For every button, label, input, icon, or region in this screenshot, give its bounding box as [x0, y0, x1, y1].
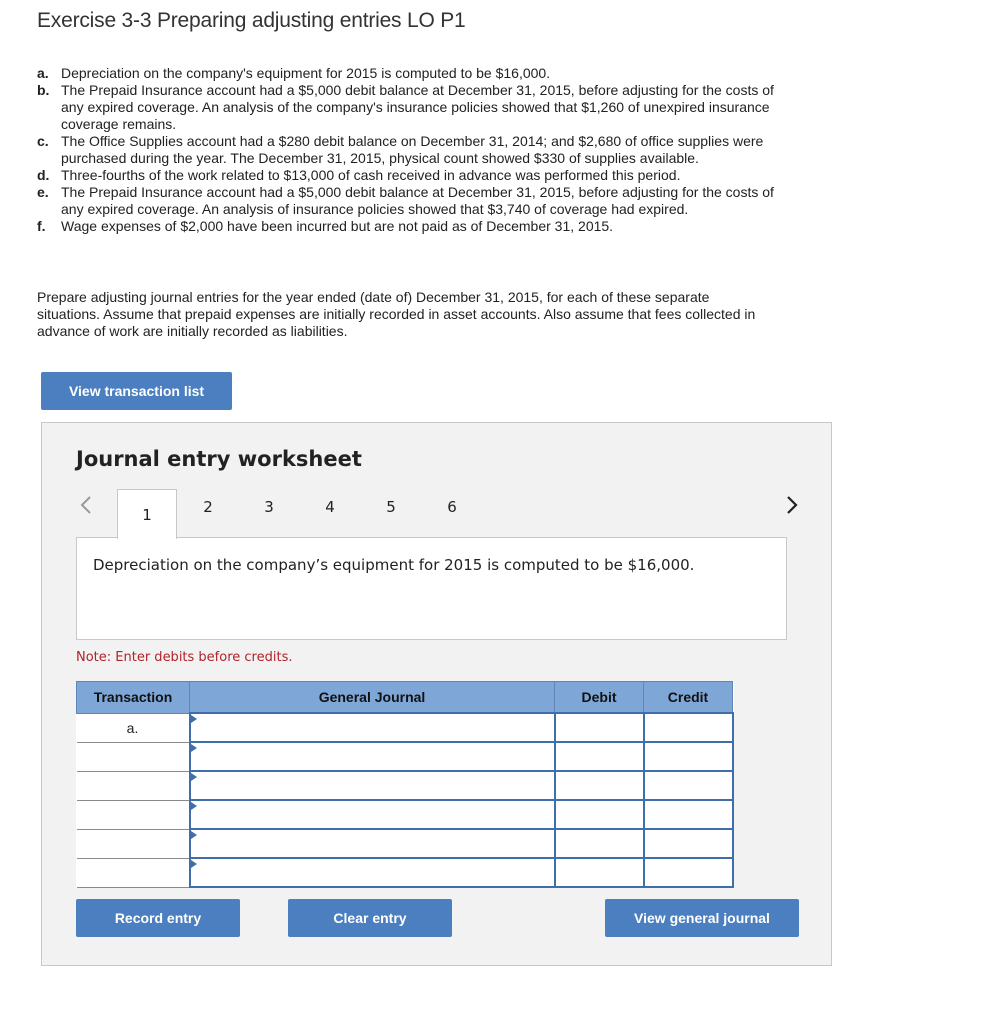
- table-row: [77, 742, 733, 771]
- tab-6[interactable]: 6: [447, 498, 457, 516]
- debit-input[interactable]: [555, 713, 644, 742]
- item-text: The Office Supplies account had a $280 debit balance on December 31, 2014; and $2,680 of office supplies were purchased during the year. The December 31, 2015, physical count showed $330 of supplies available.: [61, 133, 764, 166]
- dropdown-marker-icon: [191, 831, 197, 839]
- journal-table: [76, 681, 734, 888]
- problem-list: [37, 65, 797, 235]
- item-text: The Prepaid Insurance account had a $5,000 debit balance at December 31, 2015, before adjusting for the costs of any expired coverage. An analysis of insurance policies showed that $3,740 of coverage had expired.: [61, 184, 774, 217]
- credit-input[interactable]: [644, 858, 733, 887]
- dropdown-marker-icon: [191, 715, 197, 723]
- table-row: [77, 800, 733, 829]
- debit-input[interactable]: [555, 771, 644, 800]
- instructions-text: Prepare adjusting journal entries for the year ended (date of) December 31, 2015, for each of these separate situations. Assume that prepaid expenses are initially recorded in asset accounts. Also assume that fees collected in advance of work are initially recorded as liabilities.: [37, 289, 756, 339]
- problem-item-d: [37, 167, 797, 184]
- debit-input[interactable]: [555, 800, 644, 829]
- item-label: e.: [37, 184, 49, 200]
- item-text: Depreciation on the company's equipment for 2015 is computed to be $16,000.: [61, 65, 551, 81]
- item-label: d.: [37, 167, 50, 183]
- item-label: a.: [37, 65, 49, 81]
- account-select[interactable]: [190, 800, 555, 829]
- item-label: b.: [37, 82, 50, 98]
- journal-entry-worksheet: [41, 422, 832, 966]
- column-header-transaction: Transaction: [77, 682, 190, 714]
- problem-item-c: [37, 133, 797, 167]
- item-text: Three-fourths of the work related to $13,000 of cash received in advance was performed this period.: [61, 167, 681, 183]
- column-header-credit: Credit: [644, 682, 733, 714]
- problem-item-f: [37, 218, 797, 235]
- note-text: Note: Enter debits before credits.: [76, 650, 293, 665]
- transaction-cell: [77, 742, 190, 771]
- credit-input[interactable]: [644, 742, 733, 771]
- table-row: [77, 713, 733, 742]
- tab-3[interactable]: 3: [264, 498, 274, 516]
- account-select[interactable]: [190, 713, 555, 742]
- debit-input[interactable]: [555, 829, 644, 858]
- transaction-cell: [77, 800, 190, 829]
- account-select[interactable]: [190, 742, 555, 771]
- credit-input[interactable]: [644, 829, 733, 858]
- chevron-left-icon[interactable]: [76, 493, 96, 517]
- transaction-cell: [77, 858, 190, 887]
- view-general-journal-button[interactable]: View general journal: [605, 899, 799, 937]
- worksheet-title: Journal entry worksheet: [76, 447, 362, 471]
- table-row: [77, 858, 733, 887]
- table-header-row: [77, 682, 733, 714]
- transaction-description: Depreciation on the company’s equipment for 2015 is computed to be $16,000.: [76, 537, 787, 640]
- tab-5[interactable]: 5: [386, 498, 396, 516]
- chevron-right-icon[interactable]: [782, 493, 802, 517]
- account-select[interactable]: [190, 858, 555, 887]
- debit-input[interactable]: [555, 742, 644, 771]
- table-row: [77, 771, 733, 800]
- dropdown-marker-icon: [191, 802, 197, 810]
- transaction-cell: [77, 771, 190, 800]
- dropdown-marker-icon: [191, 773, 197, 781]
- view-transaction-list-button[interactable]: View transaction list: [41, 372, 232, 410]
- tab-2[interactable]: 2: [203, 498, 213, 516]
- item-text: Wage expenses of $2,000 have been incurred but are not paid as of December 31, 2015.: [61, 218, 614, 234]
- transaction-cell: a.: [77, 713, 190, 742]
- credit-input[interactable]: [644, 800, 733, 829]
- dropdown-marker-icon: [191, 744, 197, 752]
- column-header-debit: Debit: [555, 682, 644, 714]
- account-select[interactable]: [190, 829, 555, 858]
- problem-item-a: [37, 65, 797, 82]
- table-row: [77, 829, 733, 858]
- column-header-general-journal: General Journal: [190, 682, 555, 714]
- credit-input[interactable]: [644, 713, 733, 742]
- tab-1[interactable]: 1: [117, 489, 177, 539]
- tab-4[interactable]: 4: [325, 498, 335, 516]
- debit-input[interactable]: [555, 858, 644, 887]
- record-entry-button[interactable]: Record entry: [76, 899, 240, 937]
- item-label: c.: [37, 133, 49, 149]
- credit-input[interactable]: [644, 771, 733, 800]
- problem-item-e: [37, 184, 797, 218]
- item-label: f.: [37, 218, 46, 234]
- item-text: The Prepaid Insurance account had a $5,000 debit balance at December 31, 2015, before adjusting for the costs of any expired coverage. An analysis of the company's insurance policies showed that $1,260 of unexpired insurance coverage remains.: [61, 82, 774, 132]
- page-title: Exercise 3-3 Preparing adjusting entries LO P1: [37, 9, 466, 32]
- account-select[interactable]: [190, 771, 555, 800]
- clear-entry-button[interactable]: Clear entry: [288, 899, 452, 937]
- problem-item-b: [37, 82, 797, 133]
- transaction-cell: [77, 829, 190, 858]
- dropdown-marker-icon: [191, 860, 197, 868]
